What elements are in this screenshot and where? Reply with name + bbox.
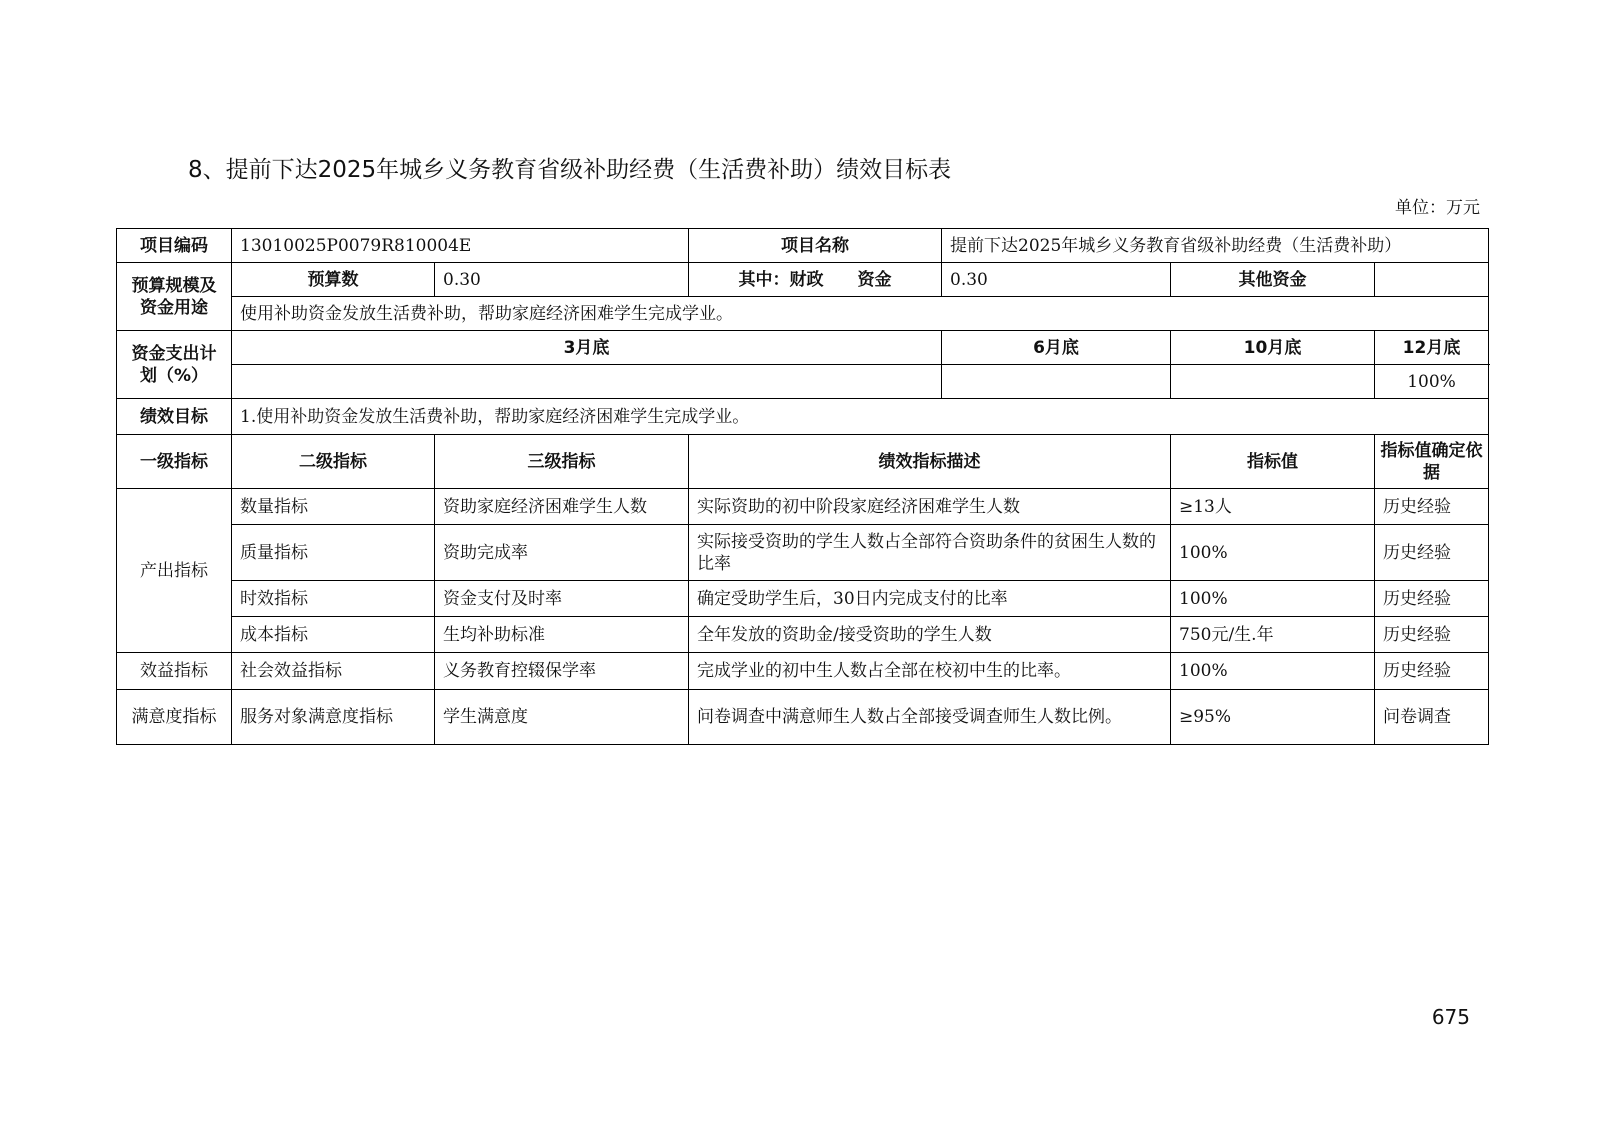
value-cell: 100% [1171, 653, 1375, 690]
table-row [117, 690, 1489, 745]
level2-cell: 社会效益指标 [232, 653, 435, 690]
indicator-header-row [117, 435, 1489, 489]
project-code-label: 项目编码 [117, 229, 232, 263]
plan-december-value: 100% [1375, 365, 1489, 399]
plan-label: 资金支出计划（%） [117, 331, 232, 399]
other-fund-value [1375, 263, 1489, 297]
plan-october-label: 10月底 [1171, 331, 1375, 365]
plan-june-value [942, 365, 1171, 399]
level2-cell: 成本指标 [232, 617, 435, 653]
plan-october-value [1171, 365, 1375, 399]
basis-cell: 历史经验 [1375, 617, 1489, 653]
level3-cell: 学生满意度 [435, 690, 689, 745]
basis-cell: 历史经验 [1375, 581, 1489, 617]
project-code-value: 13010025P0079R810004E [232, 229, 689, 263]
level3-cell: 资助完成率 [435, 525, 689, 581]
budget-label: 预算规模及资金用途 [117, 263, 232, 331]
level2-cell: 数量指标 [232, 489, 435, 525]
other-fund-label: 其他资金 [1171, 263, 1375, 297]
level1-output: 产出指标 [117, 489, 232, 653]
description-cell: 确定受助学生后，30日内完成支付的比率 [689, 581, 1171, 617]
header-basis: 指标值确定依据 [1375, 435, 1489, 489]
level3-cell: 资金支付及时率 [435, 581, 689, 617]
description-cell: 全年发放的资助金/接受资助的学生人数 [689, 617, 1171, 653]
budget-amount-value: 0.30 [435, 263, 689, 297]
header-value: 指标值 [1171, 435, 1375, 489]
fiscal-fund-label: 其中：财政 资金 [689, 263, 942, 297]
table-row [117, 525, 1489, 581]
table-row [117, 581, 1489, 617]
level1-benefit: 效益指标 [117, 653, 232, 690]
plan-header-row [117, 331, 1489, 365]
plan-june-label: 6月底 [942, 331, 1171, 365]
level3-cell: 义务教育控辍保学率 [435, 653, 689, 690]
level2-cell: 时效指标 [232, 581, 435, 617]
fund-usage-text: 使用补助资金发放生活费补助，帮助家庭经济困难学生完成学业。 [232, 297, 1489, 331]
basis-cell: 问卷调查 [1375, 690, 1489, 745]
plan-december-label: 12月底 [1375, 331, 1489, 365]
goal-row [117, 399, 1489, 435]
fiscal-fund-value: 0.30 [942, 263, 1171, 297]
unit-label: 单位：万元 [1395, 198, 1480, 218]
goal-label: 绩效目标 [117, 399, 232, 435]
header-level2: 二级指标 [232, 435, 435, 489]
level1-satisfaction: 满意度指标 [117, 690, 232, 745]
description-cell: 问卷调查中满意师生人数占全部接受调查师生人数比例。 [689, 690, 1171, 745]
project-name-value: 提前下达2025年城乡义务教育省级补助经费（生活费补助） [942, 229, 1489, 263]
header-level1: 一级指标 [117, 435, 232, 489]
value-cell: 750元/生.年 [1171, 617, 1375, 653]
usage-row [117, 297, 1489, 331]
value-cell: 100% [1171, 581, 1375, 617]
budget-row [117, 263, 1489, 297]
description-cell: 实际资助的初中阶段家庭经济困难学生人数 [689, 489, 1171, 525]
basis-cell: 历史经验 [1375, 489, 1489, 525]
level2-cell: 质量指标 [232, 525, 435, 581]
level2-cell: 服务对象满意度指标 [232, 690, 435, 745]
page-title: 8、提前下达2025年城乡义务教育省级补助经费（生活费补助）绩效目标表 [188, 157, 952, 183]
performance-target-table [116, 228, 1489, 745]
value-cell: 100% [1171, 525, 1375, 581]
project-name-label: 项目名称 [689, 229, 942, 263]
value-cell: ≥95% [1171, 690, 1375, 745]
plan-march-label: 3月底 [232, 331, 942, 365]
goal-text: 1.使用补助资金发放生活费补助，帮助家庭经济困难学生完成学业。 [232, 399, 1489, 435]
description-cell: 实际接受资助的学生人数占全部符合资助条件的贫困生人数的比率 [689, 525, 1171, 581]
table-row [117, 653, 1489, 690]
table-row [117, 617, 1489, 653]
level3-cell: 资助家庭经济困难学生人数 [435, 489, 689, 525]
plan-march-value [232, 365, 942, 399]
value-cell: ≥13人 [1171, 489, 1375, 525]
basis-cell: 历史经验 [1375, 653, 1489, 690]
header-level3: 三级指标 [435, 435, 689, 489]
basis-cell: 历史经验 [1375, 525, 1489, 581]
description-cell: 完成学业的初中生人数占全部在校初中生的比率。 [689, 653, 1171, 690]
header-description: 绩效指标描述 [689, 435, 1171, 489]
plan-value-row [117, 365, 1489, 399]
budget-amount-label: 预算数 [232, 263, 435, 297]
table-row [117, 489, 1489, 525]
project-row [117, 229, 1489, 263]
page-number: 675 [1431, 1005, 1470, 1029]
level3-cell: 生均补助标准 [435, 617, 689, 653]
